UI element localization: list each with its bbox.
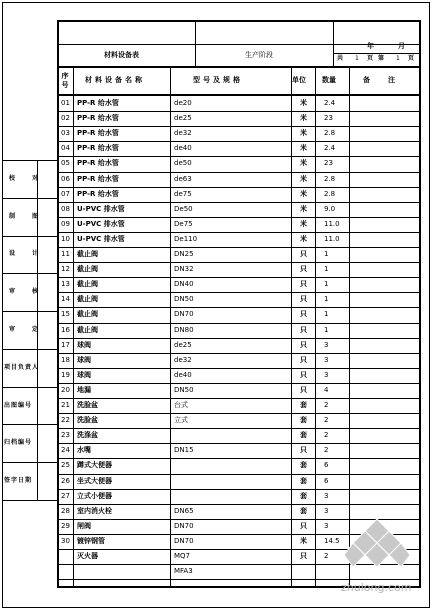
sidebar-row-line: [2, 387, 57, 388]
row-unit: 套: [300, 401, 307, 409]
row-unit: 只: [300, 280, 307, 288]
row-name: 立式小便器: [77, 492, 112, 500]
row-qty: 3: [324, 522, 329, 530]
row-qty: 3: [324, 341, 329, 349]
row-name: 球阀: [77, 341, 91, 349]
row-separator: [57, 323, 421, 324]
col-line-name: [170, 66, 171, 588]
sidebar-row-line: [2, 349, 57, 350]
row-unit: 套: [300, 507, 307, 515]
row-no: 22: [61, 416, 70, 424]
row-name: U-PVC 排水管: [77, 220, 125, 228]
col-header-unit: 单位: [292, 76, 306, 84]
row-spec: DN80: [174, 326, 194, 334]
row-name: PP-R 给水管: [77, 99, 119, 107]
sidebar-row-line: [2, 273, 57, 274]
row-separator: [57, 353, 421, 354]
col-header-name: 材料设备名称: [85, 76, 145, 84]
col-header-spec: 型号及规格: [193, 76, 243, 84]
row-spec: DN70: [174, 310, 194, 318]
row-separator: [57, 428, 421, 429]
total-pages: 1: [355, 55, 359, 62]
row-no: 04: [61, 144, 70, 152]
watermark-logo-icon: [342, 515, 412, 577]
col-line-no: [73, 66, 74, 588]
row-separator: [57, 187, 421, 188]
sidebar-label: 审核: [9, 288, 56, 295]
row-separator: [57, 579, 421, 580]
row-no: 30: [61, 537, 70, 545]
sidebar-label: 出图编号: [4, 402, 33, 409]
row-separator: [57, 126, 421, 127]
row-qty: 23: [324, 114, 333, 122]
row-spec: de40: [174, 144, 192, 152]
row-no: 25: [61, 461, 70, 469]
row-no: 28: [61, 507, 70, 515]
row-unit: 只: [300, 295, 307, 303]
row-separator: [57, 307, 421, 308]
header-line: [57, 66, 421, 68]
row-unit: 套: [300, 416, 307, 424]
row-name: 洗脸盆: [77, 416, 98, 424]
sidebar-label: 审定: [9, 326, 56, 333]
row-name: 截止阀: [77, 295, 98, 303]
row-name: 截止阀: [77, 250, 98, 258]
column-header-line: [57, 94, 421, 96]
row-separator: [57, 141, 421, 142]
row-qty: 2: [324, 446, 329, 454]
row-qty: 2.4: [324, 99, 336, 107]
row-separator: [57, 368, 421, 369]
row-spec: de25: [174, 114, 192, 122]
row-spec: de40: [174, 371, 192, 379]
row-name: PP-R 给水管: [77, 159, 119, 167]
row-spec: DN15: [174, 446, 194, 454]
row-spec: MQ7: [174, 552, 191, 560]
row-spec: DN40: [174, 280, 194, 288]
row-name: 截止阀: [77, 265, 98, 273]
sidebar-row-line: [2, 424, 57, 425]
row-separator: [57, 504, 421, 505]
row-qty: 3: [324, 507, 329, 515]
sheet-label: 第: [378, 55, 385, 62]
row-name: 灭火器: [77, 552, 98, 560]
row-unit: 只: [300, 250, 307, 258]
row-unit: 米: [300, 190, 307, 198]
row-unit: 套: [300, 461, 307, 469]
row-unit: 米: [300, 159, 307, 167]
row-spec: DN25: [174, 250, 194, 258]
row-separator: [57, 277, 421, 278]
row-qty: 1: [324, 310, 329, 318]
row-no: 08: [61, 205, 70, 213]
page-unit-1: 页: [367, 55, 374, 62]
col-line-spec: [291, 66, 292, 588]
row-qty: 1: [324, 326, 329, 334]
row-qty: 1: [324, 280, 329, 288]
row-unit: 套: [300, 431, 307, 439]
row-separator: [57, 383, 421, 384]
row-spec: de75: [174, 190, 192, 198]
sheet-no: 1: [396, 55, 400, 62]
year-label: 年: [367, 42, 374, 50]
row-unit: 只: [300, 386, 307, 394]
sidebar-row-line: [2, 311, 57, 312]
col-header-qty: 数量: [322, 76, 336, 84]
col-line-qty: [349, 66, 350, 588]
row-qty: 2.8: [324, 175, 336, 183]
row-name: 地漏: [77, 386, 91, 394]
row-no: 27: [61, 492, 70, 500]
header-divider-2: [333, 20, 334, 66]
row-separator: [57, 217, 421, 218]
row-name: 室内消火栓: [77, 507, 112, 515]
row-name: 闸阀: [77, 522, 91, 530]
row-name: 截止阀: [77, 326, 98, 334]
row-name: 球阀: [77, 371, 91, 379]
row-qty: 3: [324, 492, 329, 500]
col-header-remark: 备注: [363, 76, 413, 84]
row-unit: 只: [300, 341, 307, 349]
watermark-text: zhulong.com: [341, 581, 412, 594]
row-spec: MFA3: [174, 567, 193, 575]
row-unit: 只: [300, 522, 307, 530]
row-no: 19: [61, 371, 70, 379]
row-unit: 只: [300, 552, 307, 560]
row-unit: 只: [300, 310, 307, 318]
page-unit-2: 页: [408, 55, 415, 62]
row-no: 07: [61, 190, 70, 198]
row-separator: [57, 292, 421, 293]
row-no: 16: [61, 326, 70, 334]
row-separator: [57, 398, 421, 399]
row-qty: 2: [324, 431, 329, 439]
row-spec: 立式: [174, 416, 188, 424]
row-spec: DN70: [174, 522, 194, 530]
sidebar-label: 设计: [9, 250, 56, 257]
row-no: 05: [61, 159, 70, 167]
row-separator: [57, 474, 421, 475]
row-qty: 11.0: [324, 235, 340, 243]
row-qty: 2.4: [324, 144, 336, 152]
row-spec: de25: [174, 341, 192, 349]
row-unit: 米: [300, 220, 307, 228]
row-spec: de32: [174, 129, 192, 137]
row-no: 11: [61, 250, 70, 258]
row-spec: de20: [174, 99, 192, 107]
row-spec: de32: [174, 356, 192, 364]
row-unit: 米: [300, 235, 307, 243]
row-unit: 套: [300, 492, 307, 500]
row-no: 29: [61, 522, 70, 530]
row-name: 截止阀: [77, 310, 98, 318]
row-no: 15: [61, 310, 70, 318]
row-unit: 米: [300, 114, 307, 122]
row-unit: 只: [300, 265, 307, 273]
row-name: U-PVC 排水管: [77, 235, 125, 243]
row-unit: 米: [300, 99, 307, 107]
row-qty: 1: [324, 265, 329, 273]
row-no: 26: [61, 477, 70, 485]
row-no: 13: [61, 280, 70, 288]
row-qty: 11.0: [324, 220, 340, 228]
row-no: 17: [61, 341, 70, 349]
row-qty: 4: [324, 386, 329, 394]
row-separator: [57, 458, 421, 459]
row-no: 24: [61, 446, 70, 454]
row-unit: 只: [300, 371, 307, 379]
row-no: 12: [61, 265, 70, 273]
row-name: PP-R 给水管: [77, 175, 119, 183]
row-name: PP-R 给水管: [77, 144, 119, 152]
total-label: 共: [337, 55, 344, 62]
row-qty: 1: [324, 295, 329, 303]
row-spec: DN50: [174, 295, 194, 303]
row-separator: [57, 262, 421, 263]
row-qty: 2: [324, 401, 329, 409]
row-separator: [57, 232, 421, 233]
row-spec: de63: [174, 175, 192, 183]
col-header-no: 序号: [61, 72, 69, 89]
sidebar-row-line: [2, 198, 57, 199]
row-no: 23: [61, 431, 70, 439]
row-no: 01: [61, 99, 70, 107]
row-unit: 只: [300, 356, 307, 364]
row-name: PP-R 给水管: [77, 114, 119, 122]
row-name: PP-R 给水管: [77, 190, 119, 198]
row-unit: 米: [300, 144, 307, 152]
col-line-unit: [315, 66, 316, 588]
row-spec: DN32: [174, 265, 194, 273]
row-no: 02: [61, 114, 70, 122]
header-date-line: [333, 53, 421, 54]
row-spec: DN65: [174, 507, 194, 515]
row-no: 03: [61, 129, 70, 137]
row-spec: DN50: [174, 386, 194, 394]
row-qty: 1: [324, 250, 329, 258]
row-qty: 2: [324, 416, 329, 424]
row-spec: De75: [174, 220, 193, 228]
row-unit: 米: [300, 129, 307, 137]
row-qty: 2.8: [324, 190, 336, 198]
sidebar-label: 归档编号: [4, 439, 33, 446]
row-no: 06: [61, 175, 70, 183]
row-spec: De50: [174, 205, 193, 213]
sidebar-bottom: [2, 500, 57, 501]
sidebar-row-line: [2, 462, 57, 463]
row-separator: [57, 172, 421, 173]
row-no: 10: [61, 235, 70, 243]
sidebar-row-line: [2, 236, 57, 237]
row-separator: [57, 111, 421, 112]
row-name: 蹲式大便器: [77, 461, 112, 469]
sidebar-label: 项目负责人: [4, 364, 40, 371]
stage-label: 生产阶段: [245, 51, 273, 59]
sidebar-label: 制图: [9, 213, 56, 220]
row-qty: 3: [324, 371, 329, 379]
row-qty: 9.0: [324, 205, 336, 213]
sidebar-edge: [2, 160, 57, 161]
row-unit: 米: [300, 537, 307, 545]
row-separator: [57, 338, 421, 339]
row-name: 镀锌钢管: [77, 537, 105, 545]
row-name: 洗脸盆: [77, 401, 98, 409]
row-spec: de50: [174, 159, 192, 167]
row-qty: 2.8: [324, 129, 336, 137]
row-unit: 米: [300, 175, 307, 183]
row-name: PP-R 给水管: [77, 129, 119, 137]
row-name: 球阀: [77, 356, 91, 364]
row-qty: 6: [324, 477, 329, 485]
row-name: 水嘴: [77, 446, 91, 454]
row-unit: 只: [300, 446, 307, 454]
row-unit: 只: [300, 326, 307, 334]
row-separator: [57, 489, 421, 490]
row-name: 坐式大便器: [77, 477, 112, 485]
sidebar-label: 签字日期: [4, 477, 33, 484]
doc-title: 材料设备表: [104, 51, 139, 59]
row-name: 洗涤盆: [77, 431, 98, 439]
row-spec: 台式: [174, 401, 188, 409]
row-separator: [57, 413, 421, 414]
row-qty: 14.5: [324, 537, 340, 545]
sidebar-label: 校对: [9, 175, 56, 182]
month-label: 月: [398, 42, 405, 50]
row-qty: 6: [324, 461, 329, 469]
row-unit: 米: [300, 205, 307, 213]
header-divider-1: [195, 20, 196, 66]
row-spec: De110: [174, 235, 198, 243]
row-no: 20: [61, 386, 70, 394]
row-qty: 2: [324, 552, 329, 560]
row-name: U-PVC 排水管: [77, 205, 125, 213]
row-spec: DN70: [174, 537, 194, 545]
row-separator: [57, 202, 421, 203]
row-no: 21: [61, 401, 70, 409]
row-separator: [57, 443, 421, 444]
row-no: 18: [61, 356, 70, 364]
row-separator: [57, 247, 421, 248]
row-unit: 套: [300, 477, 307, 485]
row-qty: 23: [324, 159, 333, 167]
row-qty: 3: [324, 356, 329, 364]
row-no: 09: [61, 220, 70, 228]
row-name: 截止阀: [77, 280, 98, 288]
row-separator: [57, 156, 421, 157]
row-no: 14: [61, 295, 70, 303]
